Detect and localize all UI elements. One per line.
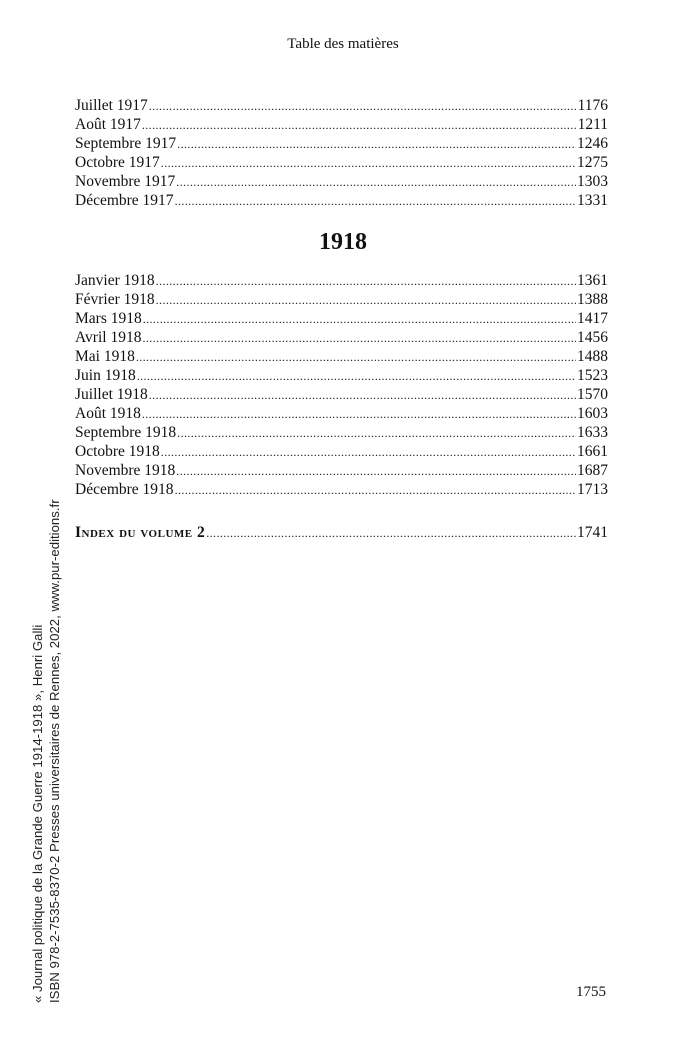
toc-entry[interactable]: [75, 442, 608, 461]
toc-entry[interactable]: [75, 115, 608, 134]
toc-entry-label: Août 1917: [75, 116, 141, 133]
toc-entry-label: Février 1918: [75, 291, 155, 308]
toc-entry-index[interactable]: [75, 523, 608, 542]
toc-1917-list: [75, 96, 608, 210]
side-note-line-1: « Journal politique de la Grande Guerre 1914-1918 », Henri Galli: [30, 624, 45, 1003]
leader-dots: [137, 366, 576, 386]
toc-1918-list: [75, 271, 608, 499]
toc-entry-label: Septembre 1917: [75, 135, 177, 152]
toc-entry[interactable]: [75, 309, 608, 328]
toc-entry-page: 1303: [577, 173, 608, 190]
toc-entry-page: 1456: [577, 329, 608, 346]
leader-dots: [142, 404, 576, 424]
leader-dots: [156, 290, 576, 310]
toc-entry-page: 1176: [577, 97, 608, 114]
page-number: 1755: [576, 984, 606, 1000]
toc-entry-label: Décembre 1917: [75, 192, 174, 209]
toc-entry-label: Décembre 1918: [75, 481, 174, 498]
toc-entry[interactable]: [75, 461, 608, 480]
toc-entry-label: Juin 1918: [75, 367, 136, 384]
leader-dots: [142, 115, 577, 135]
toc-entry[interactable]: [75, 366, 608, 385]
toc-entry-page: 1633: [577, 424, 608, 441]
side-note-line-2: ISBN 978-2-7535-8370-2 Presses universitaires de Rennes, 2022, www.pur-editions.fr: [47, 499, 62, 1003]
toc-entry-label: Novembre 1918: [75, 462, 176, 479]
toc-entry-page: 1388: [577, 291, 608, 308]
toc-entry-page: 1331: [577, 192, 608, 209]
toc-entry[interactable]: [75, 328, 608, 347]
toc-entry-label: Juillet 1918: [75, 386, 148, 403]
toc-entry-page: 1687: [577, 462, 608, 479]
toc-entry-label: Index du volume 2: [75, 524, 206, 541]
toc-entry-page: 1488: [577, 348, 608, 365]
toc-entry-label: Août 1918: [75, 405, 141, 422]
toc-entry-page: 1523: [577, 367, 608, 384]
toc-entry-page: 1713: [577, 481, 608, 498]
running-header: Table des matières: [287, 36, 399, 52]
toc-entry-label: Octobre 1918: [75, 443, 160, 460]
leader-dots: [161, 153, 576, 173]
toc-entry-label: Mars 1918: [75, 310, 142, 327]
leader-dots: [136, 347, 576, 367]
leader-dots: [161, 442, 576, 462]
toc-entry[interactable]: [75, 480, 608, 499]
leader-dots: [149, 385, 576, 405]
toc-entry-page: 1275: [577, 154, 608, 171]
toc-entry-label: Octobre 1917: [75, 154, 160, 171]
leader-dots: [175, 191, 576, 211]
toc-entry-page: 1417: [577, 310, 608, 327]
leader-dots: [177, 423, 576, 443]
toc-entry-page: 1741: [577, 524, 608, 541]
toc-entry-page: 1603: [577, 405, 608, 422]
toc-entry[interactable]: [75, 290, 608, 309]
leader-dots: [206, 523, 576, 543]
leader-dots: [143, 309, 576, 329]
leader-dots: [175, 480, 576, 500]
toc-entry-page: 1570: [577, 386, 608, 403]
side-copyright-note: [29, 499, 63, 1003]
toc-entry-label: Janvier 1918: [75, 272, 155, 289]
toc-entry-label: Avril 1918: [75, 329, 142, 346]
toc-index: [75, 523, 608, 542]
leader-dots: [176, 461, 576, 481]
toc-entry[interactable]: [75, 153, 608, 172]
leader-dots: [176, 172, 576, 192]
toc-entry[interactable]: [75, 423, 608, 442]
toc-entry[interactable]: [75, 191, 608, 210]
toc-entry-label: Mai 1918: [75, 348, 135, 365]
leader-dots: [142, 328, 576, 348]
toc-entry[interactable]: [75, 96, 608, 115]
toc-entry[interactable]: [75, 404, 608, 423]
leader-dots: [156, 271, 576, 291]
toc-entry-page: 1361: [577, 272, 608, 289]
toc-entry-page: 1661: [577, 443, 608, 460]
toc-entry-label: Novembre 1917: [75, 173, 176, 190]
toc-entry[interactable]: [75, 134, 608, 153]
toc-entry[interactable]: [75, 385, 608, 404]
toc-entry-label: Septembre 1918: [75, 424, 177, 441]
year-heading: 1918: [319, 229, 367, 255]
toc-entry[interactable]: [75, 347, 608, 366]
toc-entry-label: Juillet 1917: [75, 97, 148, 114]
toc-entry[interactable]: [75, 172, 608, 191]
leader-dots: [177, 134, 576, 154]
toc-entry-page: 1211: [577, 116, 608, 133]
toc-entry-page: 1246: [577, 135, 608, 152]
toc-entry[interactable]: [75, 271, 608, 290]
leader-dots: [149, 96, 577, 116]
